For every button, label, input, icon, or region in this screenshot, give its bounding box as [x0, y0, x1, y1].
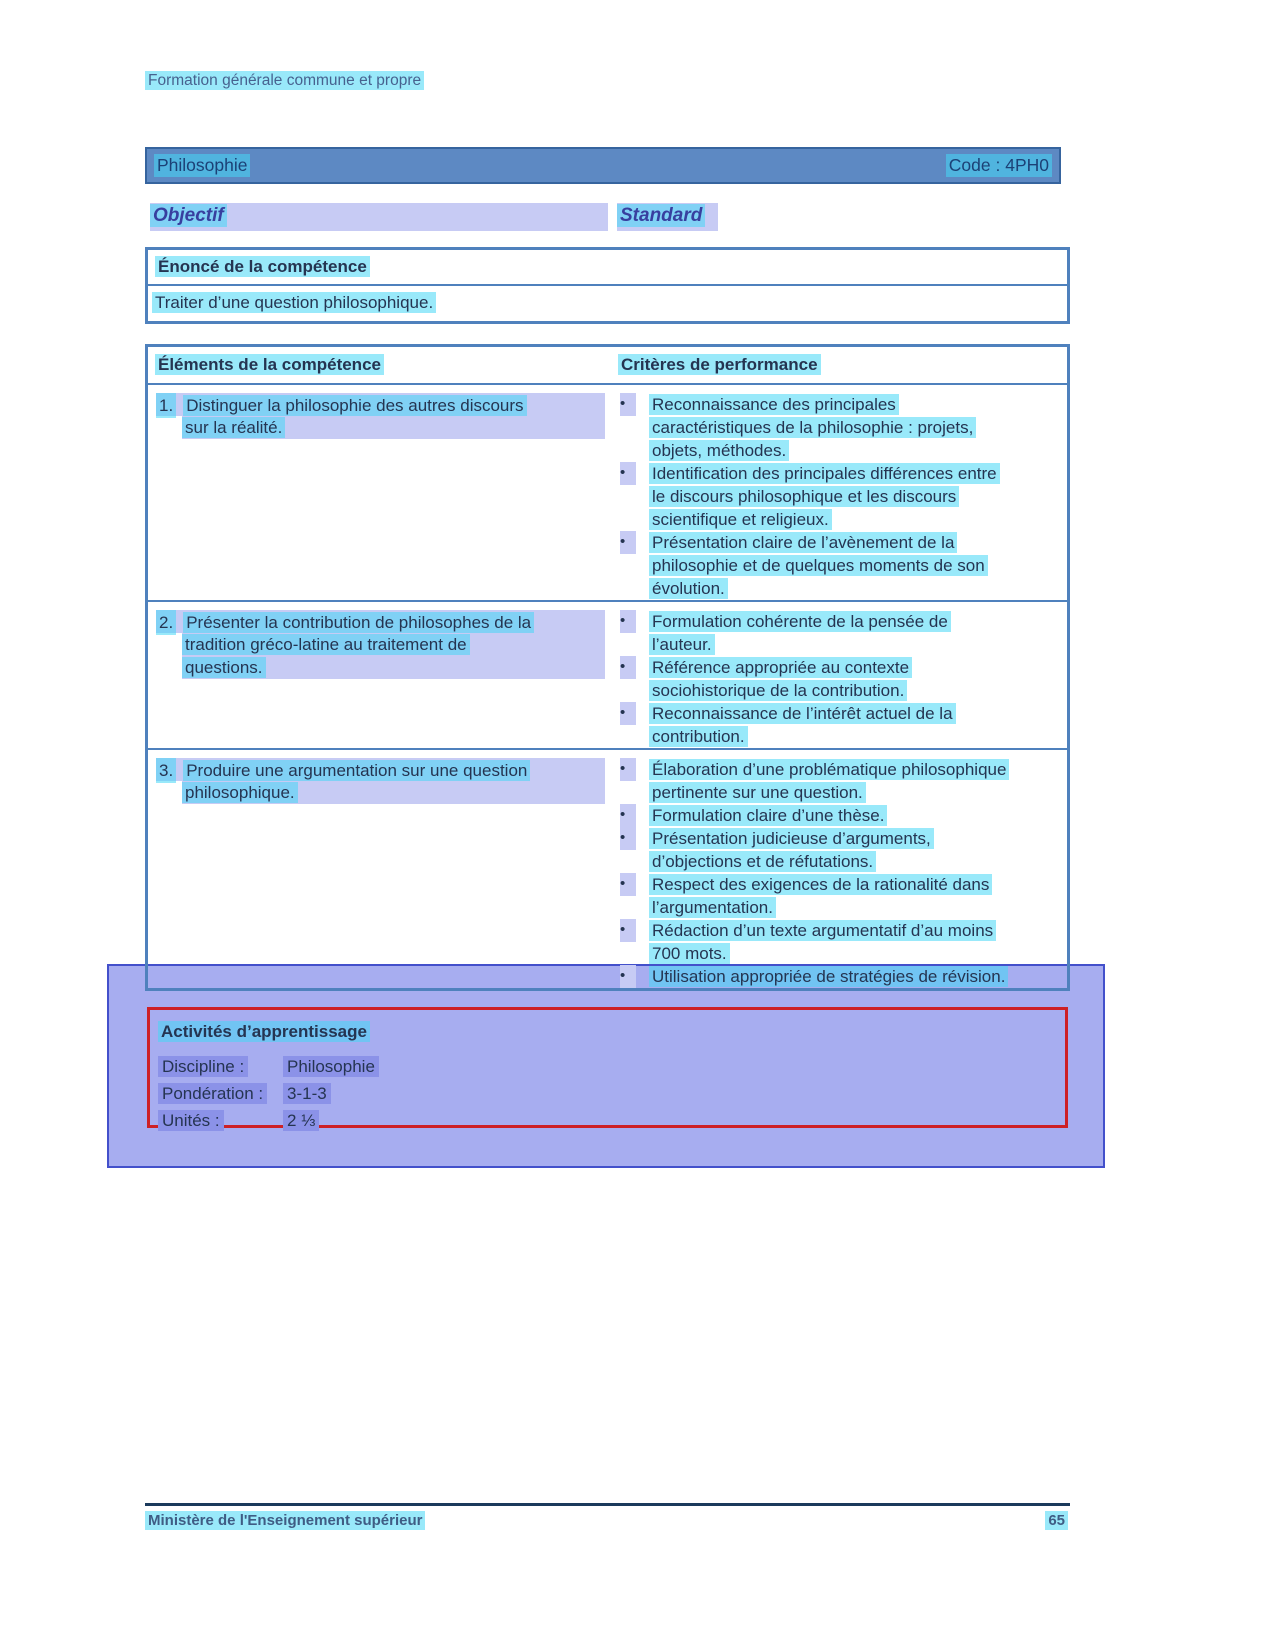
criterion-item [620, 965, 1059, 988]
element-text: Présenter la contribution de philosophes de la [183, 612, 534, 633]
criterion-line [649, 896, 1059, 919]
element-line [182, 633, 605, 656]
criterion-text [649, 656, 1059, 702]
element-cell [148, 385, 615, 600]
criterion-line-text: contribution. [649, 726, 748, 747]
criterion-line-text: Présentation claire de l’avènement de la [649, 532, 957, 553]
criterion-line [649, 965, 1059, 988]
competence-row [148, 385, 1067, 600]
item-number: 3. [156, 758, 176, 783]
element-line [156, 610, 605, 633]
criterion-line-text: Présentation judicieuse d’arguments, [649, 828, 934, 849]
bullet-icon: • [620, 531, 636, 554]
title-bar-code: Code : 4PH0 [946, 154, 1052, 177]
criterion-item [620, 462, 1059, 531]
criterion-line-text: Rédaction d’un texte argumentatif d’au moins [649, 920, 996, 941]
bullet-icon: • [620, 462, 636, 485]
criteria-cell [615, 385, 1067, 600]
element-text: philosophique. [182, 782, 298, 803]
enonce-header-text: Énoncé de la compétence [155, 256, 370, 277]
criterion-line-text: le discours philosophique et les discours [649, 486, 959, 507]
element-line [182, 781, 605, 804]
criterion-item [620, 610, 1059, 656]
activity-row [158, 1109, 1065, 1132]
criteria-cell [615, 750, 1067, 988]
bullet-icon: • [620, 804, 636, 827]
title-bar-subject: Philosophie [154, 154, 250, 177]
criterion-text [649, 873, 1059, 919]
criterion-item [620, 919, 1059, 965]
criterion-item [620, 393, 1059, 462]
criterion-text [649, 393, 1059, 462]
criterion-line [649, 850, 1059, 873]
enonce-box [145, 247, 1070, 324]
activity-row [158, 1082, 1065, 1105]
criterion-item [620, 804, 1059, 827]
criterion-item [620, 758, 1059, 804]
bullet-icon: • [620, 656, 636, 679]
footer [145, 1511, 1070, 1530]
criterion-line-text: philosophie et de quelques moments de son [649, 555, 988, 576]
competence-row [148, 748, 1067, 988]
activity-value: 3-1-3 [283, 1083, 331, 1104]
criterion-line [649, 439, 1059, 462]
enonce-body [148, 286, 1067, 313]
criterion-line [649, 873, 1059, 896]
criterion-line-text: pertinente sur une question. [649, 782, 866, 803]
criterion-line [649, 554, 1059, 577]
element-line [182, 656, 605, 679]
objectif-heading-text: Objectif [150, 204, 227, 227]
criterion-line [649, 804, 1059, 827]
criterion-line [649, 610, 1059, 633]
competence-table [145, 344, 1070, 991]
criterion-item [620, 656, 1059, 702]
activity-row [158, 1055, 1065, 1078]
criterion-text [649, 919, 1059, 965]
activity-value: 2 ⅓ [283, 1110, 319, 1131]
enonce-body-text: Traiter d’une question philosophique. [152, 292, 436, 313]
bullet-icon: • [620, 393, 636, 416]
criterion-line [649, 702, 1059, 725]
element-text: sur la réalité. [182, 417, 285, 438]
activities-box [147, 1007, 1068, 1128]
bullet-icon: • [620, 758, 636, 781]
elements-column-header-text: Éléments de la compétence [155, 354, 384, 375]
standard-heading-text: Standard [617, 204, 705, 227]
element-text: tradition gréco-latine au traitement de [182, 634, 470, 655]
criterion-line-text: évolution. [649, 578, 728, 599]
criterion-text [649, 610, 1059, 656]
footer-rule [145, 1503, 1070, 1506]
footer-ministry: Ministère de l'Enseignement supérieur [145, 1511, 425, 1530]
activity-label-cell [158, 1055, 283, 1078]
criterion-line [649, 758, 1059, 781]
criterion-text [649, 462, 1059, 531]
criterion-line-text: sociohistorique de la contribution. [649, 680, 907, 701]
criterion-line-text: Respect des exigences de la rationalité dans [649, 874, 992, 895]
criteria-column-header-text: Critères de performance [618, 354, 821, 375]
criterion-line-text: Formulation cohérente de la pensée de [649, 611, 951, 632]
enonce-header [148, 250, 1067, 286]
item-number: 1. [156, 393, 176, 418]
activity-label: Pondération : [158, 1083, 267, 1104]
criterion-item [620, 827, 1059, 873]
objectif-heading [150, 203, 608, 231]
criterion-line-text: l’argumentation. [649, 897, 776, 918]
activity-value: Philosophie [283, 1056, 379, 1077]
criterion-line [649, 679, 1059, 702]
activity-label-cell [158, 1082, 283, 1105]
element-line [182, 416, 605, 439]
criterion-line [649, 393, 1059, 416]
bullet-icon: • [620, 919, 636, 942]
criterion-line-text: objets, méthodes. [649, 440, 789, 461]
bullet-icon: • [620, 873, 636, 896]
criterion-line [649, 827, 1059, 850]
competence-rows [148, 385, 1067, 988]
page-number: 65 [1045, 1511, 1068, 1530]
criterion-line [649, 485, 1059, 508]
title-bar [145, 147, 1061, 184]
criterion-item [620, 702, 1059, 748]
criterion-line-text: scientifique et religieux. [649, 509, 832, 530]
competence-row [148, 600, 1067, 748]
bullet-icon: • [620, 610, 636, 633]
bullet-icon: • [620, 827, 636, 850]
criterion-line [649, 725, 1059, 748]
element-text: Distinguer la philosophie des autres discours [183, 395, 526, 416]
criterion-line-text: l’auteur. [649, 634, 715, 655]
activity-label: Discipline : [158, 1056, 248, 1077]
criterion-text [649, 804, 1059, 827]
criterion-line [649, 531, 1059, 554]
criterion-text [649, 827, 1059, 873]
criterion-text [649, 758, 1059, 804]
competence-table-header [148, 347, 1067, 385]
item-number: 2. [156, 610, 176, 635]
criterion-line-text: Élaboration d’une problématique philosophique [649, 759, 1009, 780]
bullet-icon: • [620, 702, 636, 725]
element-text: questions. [182, 657, 266, 678]
element-cell [148, 602, 615, 748]
criterion-item [620, 873, 1059, 919]
criterion-line [649, 416, 1059, 439]
criterion-line-text: Référence appropriée au contexte [649, 657, 912, 678]
criterion-line [649, 633, 1059, 656]
criteria-column-header [615, 347, 1067, 383]
criterion-line [649, 942, 1059, 965]
element-text: Produire une argumentation sur une question [183, 760, 530, 781]
header-note-text: Formation générale commune et propre [145, 71, 424, 90]
element-cell [148, 750, 615, 988]
activity-label-cell [158, 1109, 283, 1132]
criteria-cell [615, 602, 1067, 748]
criterion-line [649, 462, 1059, 485]
activities-title-text: Activités d’apprentissage [158, 1021, 370, 1042]
criterion-line [649, 508, 1059, 531]
criterion-line [649, 577, 1059, 600]
criterion-line-text: Reconnaissance des principales [649, 394, 899, 415]
criterion-line-text: Reconnaissance de l’intérêt actuel de la [649, 703, 956, 724]
criterion-line-text: d’objections et de réfutations. [649, 851, 876, 872]
criterion-line-text: caractéristiques de la philosophie : projets, [649, 417, 976, 438]
bullet-icon: • [620, 965, 636, 988]
header-note [145, 72, 424, 90]
criterion-text [649, 702, 1059, 748]
criterion-line-text: Utilisation appropriée de stratégies de révision. [649, 966, 1008, 987]
criterion-item [620, 531, 1059, 600]
elements-column-header [148, 347, 615, 383]
criterion-line-text: Formulation claire d’une thèse. [649, 805, 887, 826]
activities-rows [158, 1055, 1065, 1132]
criterion-text [649, 965, 1059, 988]
criterion-line-text: 700 mots. [649, 943, 730, 964]
activities-title [158, 1020, 1065, 1043]
activity-label: Unités : [158, 1110, 224, 1131]
criterion-line [649, 781, 1059, 804]
element-line [156, 393, 605, 416]
criterion-text [649, 531, 1059, 600]
criterion-line [649, 919, 1059, 942]
standard-heading [617, 203, 718, 231]
criterion-line-text: Identification des principales différences entre [649, 463, 1000, 484]
criterion-line [649, 656, 1059, 679]
element-line [156, 758, 605, 781]
